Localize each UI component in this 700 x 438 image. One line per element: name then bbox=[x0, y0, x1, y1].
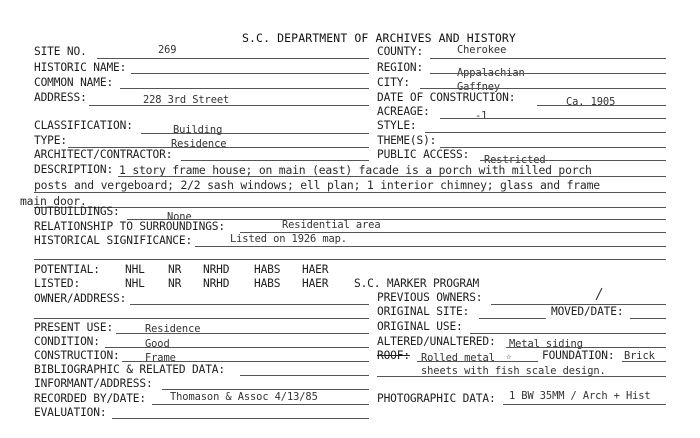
acreage-value: -1 bbox=[475, 110, 488, 122]
slash-mark-icon bbox=[595, 287, 603, 301]
evaluation-line bbox=[112, 418, 369, 419]
public-access-line bbox=[480, 160, 666, 161]
classification-value: Building bbox=[173, 124, 223, 136]
altered-line bbox=[506, 347, 666, 348]
bibliographic-line bbox=[240, 375, 369, 376]
description-rule-3 bbox=[34, 207, 666, 208]
star-icon: ☆ bbox=[506, 352, 512, 362]
moved-date-label: MOVED/DATE: bbox=[551, 305, 624, 318]
relationship-value: Residential area bbox=[282, 219, 381, 231]
themes-line bbox=[440, 147, 666, 148]
previous-owners-label: PREVIOUS OWNERS: bbox=[377, 291, 483, 304]
form-title: S.C. DEPARTMENT OF ARCHIVES AND HISTORY bbox=[242, 31, 516, 45]
outbuildings-label: OUTBUILDINGS: bbox=[34, 205, 120, 218]
original-site-line bbox=[479, 318, 546, 319]
acreage-line bbox=[440, 118, 666, 119]
present-use-line bbox=[116, 333, 369, 334]
roof-value: Rolled metal bbox=[421, 352, 495, 364]
type-label: TYPE: bbox=[34, 134, 67, 147]
informant-label: INFORMANT/ADDRESS: bbox=[34, 377, 153, 390]
address-value: 228 3rd Street bbox=[143, 94, 230, 106]
county-line bbox=[430, 58, 666, 59]
significance-rule-2 bbox=[34, 259, 666, 260]
city-line bbox=[420, 88, 666, 89]
listed-nhl: NHL bbox=[125, 277, 145, 290]
original-use-label: ORIGINAL USE: bbox=[377, 320, 463, 333]
roof-note-value: sheets with fish scale design. bbox=[421, 365, 606, 377]
region-line bbox=[430, 73, 666, 74]
site-no-label: SITE NO. bbox=[34, 45, 87, 58]
construction-line bbox=[122, 361, 369, 362]
original-site-label: ORIGINAL SITE: bbox=[377, 305, 470, 318]
listed-haer: HAER bbox=[302, 277, 329, 290]
date-construction-label: DATE OF CONSTRUCTION: bbox=[377, 91, 516, 104]
type-value: Residence bbox=[171, 138, 227, 150]
present-use-value: Residence bbox=[145, 323, 201, 335]
original-use-line bbox=[470, 333, 666, 334]
foundation-value: Brick bbox=[624, 350, 655, 362]
listed-label: LISTED: bbox=[34, 277, 81, 290]
common-name-line bbox=[120, 88, 369, 89]
county-value: Cherokee bbox=[457, 44, 507, 56]
potential-habs: HABS bbox=[254, 263, 281, 276]
roof-label: ROOF: bbox=[377, 349, 410, 362]
listed-habs: HABS bbox=[254, 277, 281, 290]
outbuildings-value: None bbox=[167, 211, 192, 223]
style-line bbox=[425, 132, 666, 133]
significance-line bbox=[195, 246, 666, 247]
listed-nrhd: NRHD bbox=[203, 277, 230, 290]
potential-label: POTENTIAL: bbox=[34, 263, 100, 276]
potential-nhl: NHL bbox=[125, 263, 145, 276]
construction-label: CONSTRUCTION: bbox=[34, 349, 120, 362]
historic-name-label: HISTORIC NAME: bbox=[34, 61, 127, 74]
altered-value: Metal siding bbox=[509, 338, 583, 350]
region-value: Appalachian bbox=[457, 67, 525, 79]
informant-line bbox=[162, 389, 369, 390]
common-name-label: COMMON NAME: bbox=[34, 76, 114, 89]
architect-label: ARCHITECT/CONTRACTOR: bbox=[34, 148, 173, 161]
classification-line bbox=[141, 133, 369, 134]
owner-rule-2 bbox=[34, 318, 369, 319]
altered-label: ALTERED/UNALTERED: bbox=[377, 335, 496, 348]
owner-line bbox=[130, 304, 369, 305]
photographic-label: PHOTOGRAPHIC DATA: bbox=[377, 392, 496, 405]
recorded-by-value: Thomason & Assoc 4/13/85 bbox=[170, 391, 318, 403]
description-line-1: 1 story frame house; on main (east) facade is a porch with milled porch bbox=[119, 163, 592, 177]
potential-haer: HAER bbox=[302, 263, 329, 276]
public-access-value: Restricted bbox=[484, 154, 546, 166]
recorded-by-line bbox=[152, 404, 369, 405]
date-construction-line bbox=[537, 105, 666, 106]
city-label: CITY: bbox=[377, 76, 410, 89]
marker-program-label: S.C. MARKER PROGRAM bbox=[354, 277, 480, 290]
architect-line bbox=[181, 160, 369, 161]
moved-date-line bbox=[630, 318, 666, 319]
description-rule-2 bbox=[34, 192, 666, 193]
owner-label: OWNER/ADDRESS: bbox=[34, 292, 127, 305]
photographic-value: 1 BW 35MM / Arch + Hist bbox=[509, 390, 651, 402]
present-use-label: PRESENT USE: bbox=[34, 321, 114, 334]
foundation-label: FOUNDATION: bbox=[542, 349, 615, 362]
condition-line bbox=[105, 347, 369, 348]
bibliographic-label: BIBLIOGRAPHIC & RELATED DATA: bbox=[34, 363, 225, 376]
condition-label: CONDITION: bbox=[34, 335, 100, 348]
public-access-label: PUBLIC ACCESS: bbox=[377, 148, 470, 161]
roof-note-line bbox=[377, 376, 666, 377]
site-no-line bbox=[97, 58, 369, 59]
city-value: Gaffney bbox=[457, 81, 501, 93]
address-label: ADDRESS: bbox=[34, 91, 87, 104]
recorded-by-label: RECORDED BY/DATE: bbox=[34, 392, 146, 405]
photographic-line bbox=[503, 404, 666, 405]
significance-label: HISTORICAL SIGNIFICANCE: bbox=[34, 234, 193, 247]
description-line-3: main door. bbox=[20, 194, 87, 208]
region-label: REGION: bbox=[377, 61, 424, 74]
foundation-line bbox=[622, 361, 666, 362]
site-no-value: 269 bbox=[158, 44, 177, 56]
description-label: DESCRIPTION: bbox=[34, 163, 114, 176]
listed-nr: NR bbox=[168, 277, 182, 290]
classification-label: CLASSIFICATION: bbox=[34, 119, 133, 132]
construction-value: Frame bbox=[145, 352, 176, 364]
style-label: STYLE: bbox=[377, 119, 417, 132]
roof-line bbox=[417, 361, 538, 362]
potential-nrhd: NRHD bbox=[203, 263, 230, 276]
relationship-label: RELATIONSHIP TO SURROUNDINGS: bbox=[34, 220, 225, 233]
county-label: COUNTY: bbox=[377, 45, 424, 58]
description-rule-1 bbox=[118, 176, 666, 177]
historic-name-line bbox=[131, 73, 369, 74]
description-line-2: posts and vergeboard; 2/2 sash windows; ell plan; 1 interior chimney; glass and frame bbox=[34, 178, 600, 192]
themes-label: THEME(S): bbox=[377, 134, 437, 147]
evaluation-label: EVALUATION: bbox=[34, 406, 107, 419]
address-line bbox=[89, 105, 369, 106]
acreage-label: ACREAGE: bbox=[377, 105, 430, 118]
condition-value: Good bbox=[145, 338, 170, 350]
date-construction-value: Ca. 1905 bbox=[566, 96, 616, 108]
significance-value: Listed on 1926 map. bbox=[230, 233, 347, 245]
potential-nr: NR bbox=[168, 263, 182, 276]
